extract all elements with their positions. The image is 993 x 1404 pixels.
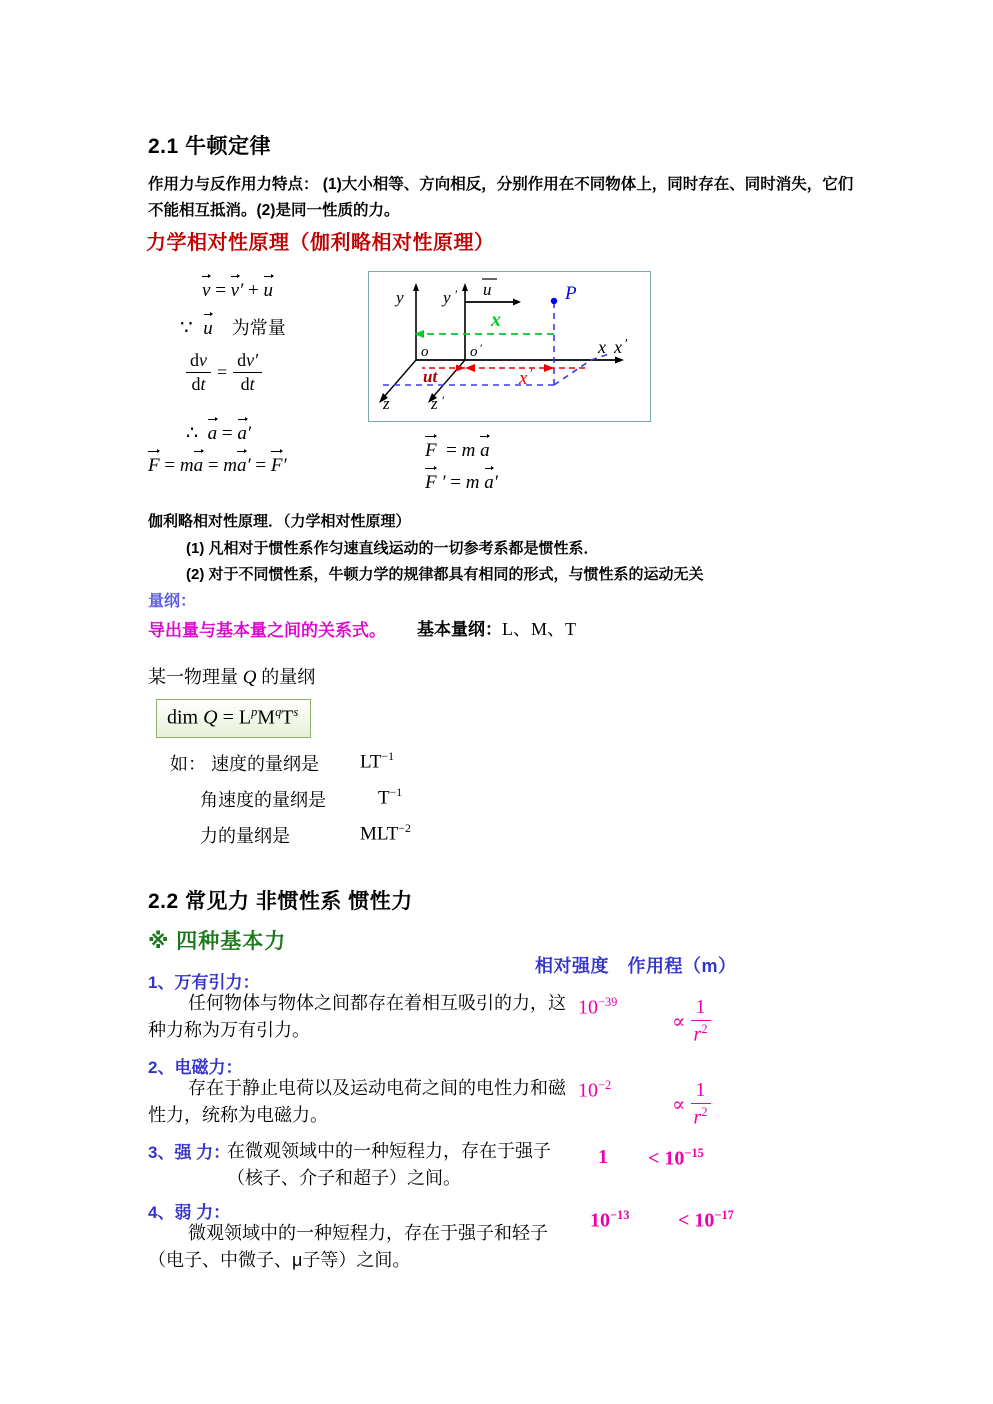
dimension-example-value-2: $MLT^{-2}$ <box>360 822 411 845</box>
acceleration-equality-formula: ∴ a = a′ <box>186 422 251 445</box>
section-2-1-heading: 2.1 牛顿定律 <box>148 135 272 158</box>
some-quantity-symbol: Q <box>242 667 257 688</box>
u-is-constant-statement: ∵ u 为常量 <box>180 314 286 340</box>
svg-text:u: u <box>483 280 492 299</box>
force-strength-electromagnetic: $10^{-2}$ <box>578 1078 612 1102</box>
svg-text:o: o <box>421 344 429 360</box>
galileo-principle-title: 伽利略相对性原理．（力学相对性原理） <box>148 513 411 530</box>
force-name-weak: 4、弱 力： <box>148 1203 231 1222</box>
galileo-principle-item-1: (1) 凡相对于惯性系作匀速直线运动的一切参考系都是惯性系． <box>186 540 599 557</box>
svg-text:x: x <box>614 337 622 357</box>
force-range-weak: < $10^{-17}$ <box>678 1208 734 1232</box>
dim-exp-s: s <box>293 705 299 719</box>
force-range-strong: < $10^{-15}$ <box>648 1146 704 1170</box>
svg-text:o: o <box>470 344 478 360</box>
svg-text:′: ′ <box>480 341 483 355</box>
force-name-gravity: 1、万有引力： <box>148 973 260 992</box>
section-2-2-heading: 2.2 常见力 非惯性系 惯性力 <box>148 890 413 913</box>
dim-exp-q: q <box>275 705 282 719</box>
dimension-example-value-1: $T^{-1}$ <box>378 786 403 809</box>
force-strength-weak: $10^{-13}$ <box>590 1208 630 1232</box>
force-description-gravity: 任何物体与物体之间都存在着相互吸引的力，这种力称为万有引力。 <box>148 993 566 1040</box>
force-table-column-headers: 相对强度 作用程（m） <box>535 956 737 976</box>
four-fundamental-forces-heading: ※ 四种基本力 <box>148 930 287 953</box>
velocity-addition-formula: v = v′ + u <box>202 280 273 302</box>
basic-dimensions-text <box>417 615 576 641</box>
force-description-weak: 微观领域中的一种短程力，存在于强子和轻子（电子、中微子、μ子等）之间。 <box>148 1223 548 1270</box>
svg-text:x: x <box>491 309 501 331</box>
mechanics-relativity-heading: 力学相对性原理（伽利略相对性原理） <box>146 232 495 254</box>
dimension-example-label-0: 如： 速度的量纲是 <box>170 754 320 774</box>
force-strength-gravity: $10^{-39}$ <box>578 995 618 1019</box>
galileo-principle-item-2: (2) 对于不同惯性系，牛顿力学的规律都具有相同的形式，与惯性系的运动无关 <box>186 566 704 583</box>
svg-text:z: z <box>383 394 390 413</box>
some-quantity-pre: 某一物理量 <box>148 667 238 687</box>
svg-text:P: P <box>565 283 577 304</box>
force-description-strong: 在微观领域中的一种短程力，存在于强子（核子、介子和超子）之间。 <box>227 1141 551 1188</box>
force-description-electromagnetic: 存在于静止电荷以及运动电荷之间的电性力和磁性力，统称为电磁力。 <box>148 1078 566 1125</box>
svg-text:ut: ut <box>423 367 438 386</box>
force-name-electromagnetic: 2、电磁力： <box>148 1058 243 1077</box>
svg-text:x: x <box>598 337 606 357</box>
svg-text:′: ′ <box>530 367 534 382</box>
svg-text:′: ′ <box>442 393 445 408</box>
force-name-strong: 3、强 力： <box>148 1143 231 1162</box>
force-range-electromagnetic: ∝ 1 $r^2$ <box>672 1079 711 1130</box>
svg-text:x: x <box>519 368 528 389</box>
svg-text:z: z <box>431 394 438 413</box>
newton-second-law-primed: F ′ = m a′ <box>425 472 498 494</box>
galilean-frames-diagram <box>368 271 651 422</box>
force-range-gravity: ∝ 1 $r^2$ <box>672 996 711 1047</box>
dimension-formula-box: dim $Q = L^pM^qT^s$ <box>156 699 311 738</box>
dimension-relation-text: 导出量与基本量之间的关系式。 <box>148 621 386 640</box>
dimension-example-label-1: 角速度的量纲是 <box>200 790 326 810</box>
svg-text:y: y <box>396 288 404 307</box>
dim-exp-p: p <box>251 705 258 719</box>
newton-second-law-unprimed: F = m a <box>425 440 490 462</box>
svg-text:′: ′ <box>625 337 629 352</box>
dimension-example-value-0: $LT^{-1}$ <box>360 750 394 773</box>
basic-dimensions-values: L、M、T <box>502 619 576 639</box>
svg-text:′: ′ <box>455 287 458 302</box>
force-chain-formula: F = m a = m a′ = F′ <box>148 455 287 477</box>
force-strength-strong: 1 <box>598 1146 608 1168</box>
svg-text:y: y <box>443 288 451 307</box>
some-quantity-line <box>148 663 315 689</box>
dimension-label: 量纲： <box>148 593 197 610</box>
derivative-equality-formula: $\frac{dv}{dt}$ = $\frac{dv'}{dt}$ <box>186 350 262 395</box>
basic-dimensions-label: 基本量纲： <box>417 620 502 639</box>
constant-text: 为常量 <box>231 318 286 338</box>
some-quantity-post: 的量纲 <box>261 667 316 687</box>
section-2-1-body-text: 作用力与反作用力特点： (1)大小相等、方向相反，分别作用在不同物体上，同时存在、同时消失，它们不能相互抵消。(2)是同一性质的力。 <box>148 176 854 219</box>
dimension-example-label-2: 力的量纲是 <box>200 826 290 846</box>
dim-q-symbol: Q <box>203 706 218 729</box>
